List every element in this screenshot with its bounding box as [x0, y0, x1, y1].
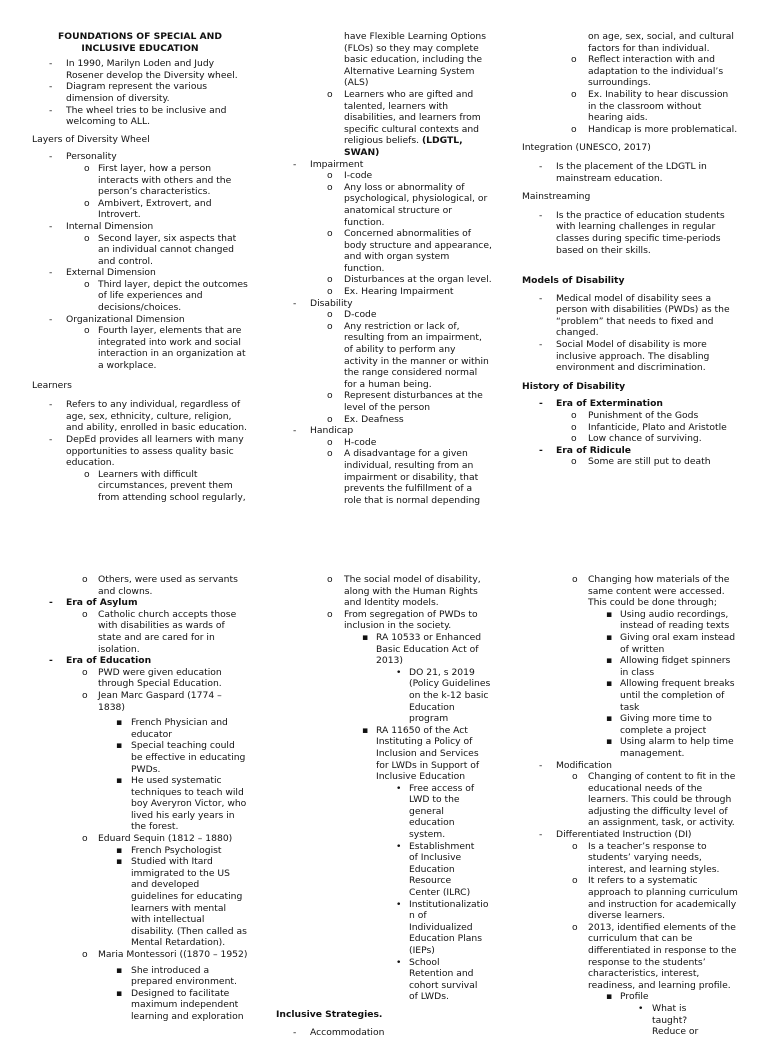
column-1-bottom — [32, 574, 248, 1023]
list-item: - Social Model of disability is more inclusive approach. The disabling environment and discrimination. — [539, 339, 710, 374]
bullet-item: ▪ Giving oral exam instead of written — [606, 631, 736, 655]
sub-list-item: o Reflect interaction with and adaptation to the individual’s surroundings. — [571, 54, 724, 89]
bullet-item: ▪ French Physician and educator — [116, 717, 228, 740]
bullet-item: ▪ Using audio recordings, instead of reading texts — [606, 608, 730, 632]
sub-list-item: o Others, were used as servants and clowns. — [82, 574, 238, 597]
sub-list-item: o PWD were given education through Special Education. — [82, 666, 222, 690]
sub-list-item: o D-code — [327, 309, 377, 321]
sub-list-item: o Handicap is more problematical. — [571, 123, 738, 135]
sub-list-item: o H-code — [327, 436, 377, 448]
list-item: - In 1990, Marilyn Loden and Judy Rosener develop the Diversity wheel. — [49, 58, 238, 81]
sub-list-item: o Eduard Sequin (1812 – 1880) — [82, 833, 233, 845]
sub-list-item: o It refers to a systematic approach to planning curriculum and instruction for academically diverse learners. — [572, 875, 738, 922]
list-item: - Differentiated Instruction (DI) — [539, 829, 692, 841]
section-heading-strategies: Inclusive Strategies. — [276, 1008, 383, 1020]
bullet-item: ▪ RA 11650 of the Act Instituting a Policy of Inclusion and Services for LWDs in Support of Inclusive Education — [362, 724, 480, 783]
section-heading-learners: Learners — [32, 379, 72, 391]
list-item: - External Dimension — [49, 267, 156, 279]
list-item: - Internal Dimension — [49, 220, 154, 232]
sub-list-item: o Ambivert, Extrovert, and Introvert. — [84, 197, 212, 221]
continued-text: have Flexible Learning Options (FLOs) so they may complete basic education, including the Alternative Learning System (ALS) — [344, 31, 486, 89]
column-2-bottom — [276, 574, 492, 1038]
list-item: - Organizational Dimension — [49, 313, 185, 325]
sub-list-item: o Catholic church accepts those with disabilities as wards of state and are cared for in isolation. — [82, 608, 237, 655]
sub-list-item: o The social model of disability, along with the Human Rights and Identity models. — [327, 574, 481, 609]
sub-list-item: o 2013, identified elements of the curriculum that can be differentiated in response to the response to the students’ characteristics, interest, readiness, and learning profile. — [572, 921, 737, 991]
bullet-item: ▪ Profile — [606, 991, 649, 1003]
learners-list — [32, 399, 248, 503]
bullet-item: ▪ RA 10533 or Enhanced Basic Education Act of 2013) — [362, 631, 482, 667]
document-title: FOUNDATIONS OF SPECIAL AND INCLUSIVE EDUCATION — [58, 31, 222, 54]
sub-list-item: o Second layer, six aspects that an individual cannot changed and control. — [84, 232, 237, 267]
section-heading-mainstreaming: Mainstreaming — [522, 191, 591, 203]
sub-list-item: o Changing how materials of the same content were accessed. This could be done through; — [572, 574, 730, 609]
section-heading-history: History of Disability — [522, 380, 626, 392]
section-heading-integration: Integration (UNESCO, 2017) — [522, 142, 651, 154]
intro-list — [32, 58, 248, 128]
sub-list-item: o Ex. Inability to hear discussion in the classroom without hearing aids. — [571, 88, 729, 124]
list-item: - Handicap — [293, 425, 354, 437]
list-item: - Personality — [49, 151, 117, 163]
section-heading-layers: Layers of Diversity Wheel — [32, 133, 150, 145]
list-item: - Is the practice of education students with learning challenges in regular classes during specific time-periods based on their skills. — [539, 209, 725, 256]
sub-list-item: o Represent disturbances at the level of the person — [327, 390, 483, 413]
sub-list-item: o Learners who are gifted and talented, learners with disabilities, and learners from specific cultural contexts and religious beliefs. (LDGTL, SWAN) — [327, 88, 481, 158]
column-1-top — [32, 31, 248, 504]
nested-bullet-item: • Free access of LWD to the general education system. — [396, 782, 475, 841]
sub-list-item: o Third layer, depict the outcomes of life experiences and decisions/choices. — [84, 278, 248, 314]
list-item: - Refers to any individual, regardless of age, sex, ethnicity, culture, religion, and ability, enrolled in basic education. — [49, 399, 247, 434]
sub-list-item: o Some are still put to death — [571, 456, 711, 468]
nested-bullet-item: • School Retention and cohort survival of LWDs. — [396, 956, 478, 1003]
list-item: - Medical model of disability sees a person with disabilities (PWDs) as the “problem” that needs to fixed and changed. — [539, 292, 730, 339]
bullet-item: ▪ French Psychologist — [116, 844, 222, 856]
bullet-item: ▪ Using alarm to help time management. — [606, 736, 734, 759]
sub-list-item: o Maria Montessori ((1870 – 1952) — [82, 949, 248, 960]
list-item: - Era of Ridicule — [539, 444, 632, 456]
bullet-item: ▪ She introduced a prepared environment. — [116, 964, 237, 988]
column-3-top — [522, 31, 738, 468]
sub-list-item: o Learners with difficult circumstances, prevent them from attending school regularly, — [84, 468, 246, 503]
sub-list-item: o Low chance of surviving. — [571, 433, 702, 445]
layers-list — [32, 151, 248, 371]
list-item: - Disability — [293, 297, 353, 309]
nested-bullet-item: • Establishment of Inclusive Education Resource Center (ILRC) — [396, 840, 475, 899]
sub-list-item: o Ex. Hearing Impairment — [327, 286, 454, 298]
list-item: - Modification — [539, 759, 612, 771]
bullet-item: ▪ Special teaching could be effective in educating PWDs. — [116, 740, 246, 775]
sub-list-item: o Jean Marc Gaspard (1774 – 1838) — [82, 689, 222, 713]
sub-list-item: o Fourth layer, elements that are integrated into work and social interaction in an organization at a workplace. — [84, 325, 246, 372]
sub-list-item: o Concerned abnormalities of body structure and appearance, and with organ system function. — [327, 228, 492, 274]
sub-list-item: o I-code — [327, 170, 373, 182]
sub-list-item: o First layer, how a person interacts with others and the person’s characteristics. — [84, 162, 232, 198]
list-item: - Is the placement of the LDGTL in mainstream education. — [539, 160, 707, 184]
nested-bullet-item: • Institutionalizatio n of Individualized Education Plans (IEPs) — [396, 898, 489, 956]
sub-list-item: o Punishment of the Gods — [571, 410, 699, 422]
sub-list-item: o Disturbances at the organ level. — [327, 274, 492, 286]
sub-list-item: o Is a teacher’s response to students’ varying needs, interest, and learning styles. — [572, 840, 720, 875]
list-item: - DepEd provides all learners with many opportunities to assess quality basic education. — [49, 434, 244, 469]
column-3-bottom — [522, 574, 738, 1038]
bullet-item: ▪ Allowing fidget spinners in class — [606, 655, 731, 678]
sub-list-item: o Any loss or abnormality of psychological, physiological, or anatomical structure or function. — [327, 181, 488, 228]
sub-list-item: o Any restriction or lack of, resulting from an impairment, of ability to perform any activity in the manner or within the range considered normal for a human being. — [327, 320, 489, 390]
list-item: - Era of Extermination — [539, 398, 663, 410]
sub-list-item: o From segregation of PWDs to inclusion in the society. — [327, 608, 478, 632]
nested-bullet-item: • DO 21, s 2019 (Policy Guidelines on the k-12 basic Education program — [396, 666, 491, 725]
section-heading-models: Models of Disability — [522, 275, 625, 287]
continued-text: on age, sex, social, and cultural factors for than individual. — [588, 31, 734, 54]
ra11650-items — [276, 782, 489, 1003]
sub-list-item: o Ex. Deafness — [327, 413, 404, 425]
list-item: - The wheel tries to be inclusive and welcoming to ALL. — [49, 104, 227, 128]
list-item: - Diagram represent the various dimension of diversity. — [49, 81, 208, 104]
list-item: - Era of Asylum — [49, 597, 138, 609]
list-item: - Accommodation — [293, 1026, 385, 1038]
bullet-item: ▪ Studied with Itard immigrated to the US and developed guidelines for educating learners with mental with intellectual disability. (Then called as Mental Retardation). — [116, 856, 247, 949]
bullet-item: ▪ He used systematic techniques to teach wild boy Averyron Victor, who lived his early years in the forest. — [116, 775, 247, 833]
sub-list-item: o Infanticide, Plato and Aristotle — [571, 421, 727, 433]
bullet-item: ▪ Allowing frequent breaks until the completion of task — [606, 678, 735, 713]
list-item: - Impairment — [293, 158, 364, 170]
sub-list-item: o Changing of content to fit in the educational needs of the learners. This could be through adjusting the difficulty level of an assignment, task, or activity. — [572, 771, 736, 829]
list-item: - Era of Education — [49, 655, 152, 667]
column-2-top — [276, 31, 492, 506]
bullet-item: ▪ Giving more time to complete a project — [606, 713, 712, 736]
nested-bullet-item: • What is taught? Reduce or — [638, 1002, 699, 1038]
sub-list-item: o A disadvantage for a given individual, resulting from an impairment or disability, that prevents the fulfillment of a role that is normal depending — [327, 448, 481, 506]
bullet-item: ▪ Designed to facilitate maximum independent learning and exploration — [116, 987, 244, 1022]
